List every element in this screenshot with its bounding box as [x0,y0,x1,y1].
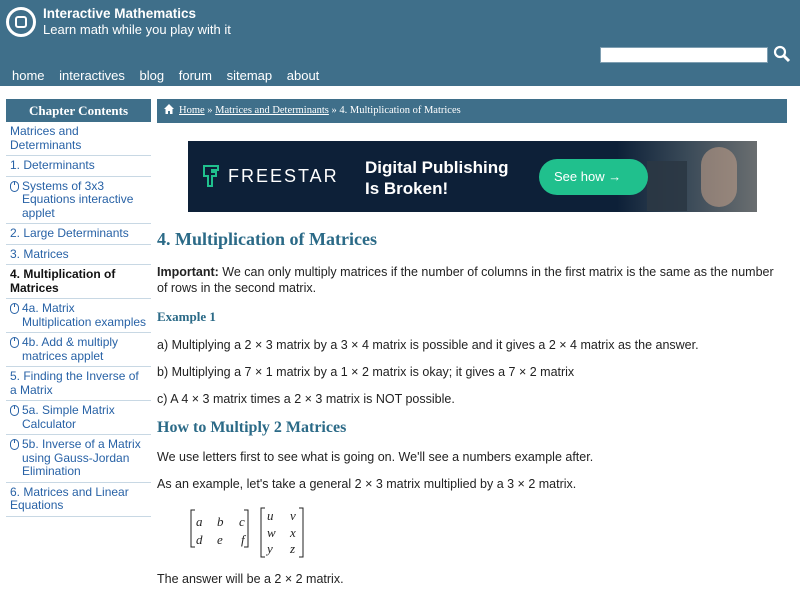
nav-sitemap[interactable]: sitemap [226,68,273,83]
site-logo-icon[interactable] [6,7,36,37]
matrix-a-cell: e [217,532,223,547]
matrix-b-cell: u [267,508,274,523]
sidebar-item-large-determinants[interactable]: 2. Large Determinants [6,224,151,245]
sidebar-item-matrix-calculator[interactable] [6,401,151,435]
nav-forum[interactable]: forum [178,68,212,83]
example-c: c) A 4 × 3 matrix times a 2 × 3 matrix is NOT possible. [157,392,455,406]
home-icon[interactable] [163,103,175,115]
matrix-b-cell: w [267,525,276,540]
ad-brand: FREESTAR [228,166,339,186]
matrix-expression [188,507,313,559]
mouse-icon [10,303,19,314]
example-heading: Example 1 [157,309,216,324]
freestar-logo-icon [202,164,220,188]
important-label: Important: [157,265,219,279]
matrix-a-cell: f [241,532,245,547]
page-title: 4. Multiplication of Matrices [157,229,377,249]
paragraph-letters: We use letters first to see what is going on. We'll see a numbers example after. [157,450,594,464]
mouse-icon [10,439,19,450]
matrix-a-cell: b [217,514,224,529]
sidebar-item-determinants[interactable]: 1. Determinants [6,156,151,177]
paragraph-example: As an example, let's take a general 2 × 3 matrix multiplied by a 3 × 2 matrix. [157,477,577,491]
site-tagline: Learn math while you play with it [43,22,231,37]
breadcrumb-section-link[interactable]: Matrices and Determinants [215,105,329,116]
matrix-b-cell: y [267,541,273,556]
sidebar-item-multiplication-examples[interactable] [6,299,151,333]
ad-banner[interactable] [188,141,757,212]
breadcrumb [157,99,787,123]
sidebar-item-matrices[interactable]: 3. Matrices [6,245,151,266]
matrix-a-cell: d [196,532,203,547]
sidebar-item-label: 5a. Simple Matrix Calculator [22,403,115,431]
breadcrumb-current: 4. Multiplication of Matrices [339,105,461,116]
sidebar-item-label: 4a. Matrix Multiplication examples [22,301,147,329]
important-note [157,264,787,296]
sidebar-heading: Chapter Contents [6,99,151,122]
sidebar-item-gauss-jordan[interactable] [6,435,151,483]
sidebar-item-add-multiply-applet[interactable] [6,333,151,367]
matrix-b-cell: v [290,508,296,523]
ad-headline: Digital Publishing Is Broken! [365,158,509,198]
paragraph-answer: The answer will be a 2 × 2 matrix. [157,572,344,586]
sidebar-item-multiplication-current: 4. Multiplication of Matrices [6,265,151,299]
search-input[interactable] [600,47,768,63]
breadcrumb-separator: » [331,105,337,116]
nav-home[interactable]: home [12,68,45,83]
breadcrumb-separator: » [207,105,213,116]
matrix-a-cell: a [196,514,203,529]
important-text: We can only multiply matrices if the number of columns in the first matrix is the same as the number of rows in the second matrix. [157,265,774,295]
mouse-icon [10,337,19,348]
main-nav [12,68,330,83]
site-title[interactable]: Interactive Mathematics [43,6,197,21]
ad-see-how-button[interactable]: See how → [539,159,648,195]
sidebar [6,99,151,517]
mouse-icon [10,405,19,416]
sidebar-item-label: 5b. Inverse of a Matrix using Gauss-Jordan Elimination [22,437,141,478]
how-to-heading: How to Multiply 2 Matrices [157,419,347,436]
matrix-b-cell: x [290,525,296,540]
nav-about[interactable]: about [286,68,320,83]
search-icon[interactable] [772,45,792,65]
matrix-b-cell: z [290,541,296,556]
sidebar-item-matrices-determinants[interactable]: Matrices and Determinants [6,122,151,156]
sidebar-item-label: 4b. Add & multiply matrices applet [22,335,119,363]
nav-blog[interactable]: blog [139,68,165,83]
mouse-icon [10,181,19,192]
nav-interactives[interactable]: interactives [59,68,125,83]
example-a: a) Multiplying a 2 × 3 matrix by a 3 × 4 matrix is possible and it gives a 2 × 4 matrix as the answer. [157,338,699,352]
sidebar-item-inverse[interactable]: 5. Finding the Inverse of a Matrix [6,367,151,401]
sidebar-item-systems-applet[interactable] [6,177,151,225]
matrix-a-cell: c [239,514,245,529]
sidebar-item-linear-equations[interactable]: 6. Matrices and Linear Equations [6,483,151,517]
breadcrumb-home-link[interactable]: Home [179,105,205,116]
sidebar-item-label: Systems of 3x3 Equations interactive applet [22,178,134,220]
site-header [0,0,800,86]
example-b: b) Multiplying a 7 × 1 matrix by a 1 × 2 matrix is okay; it gives a 7 × 2 matrix [157,365,575,379]
